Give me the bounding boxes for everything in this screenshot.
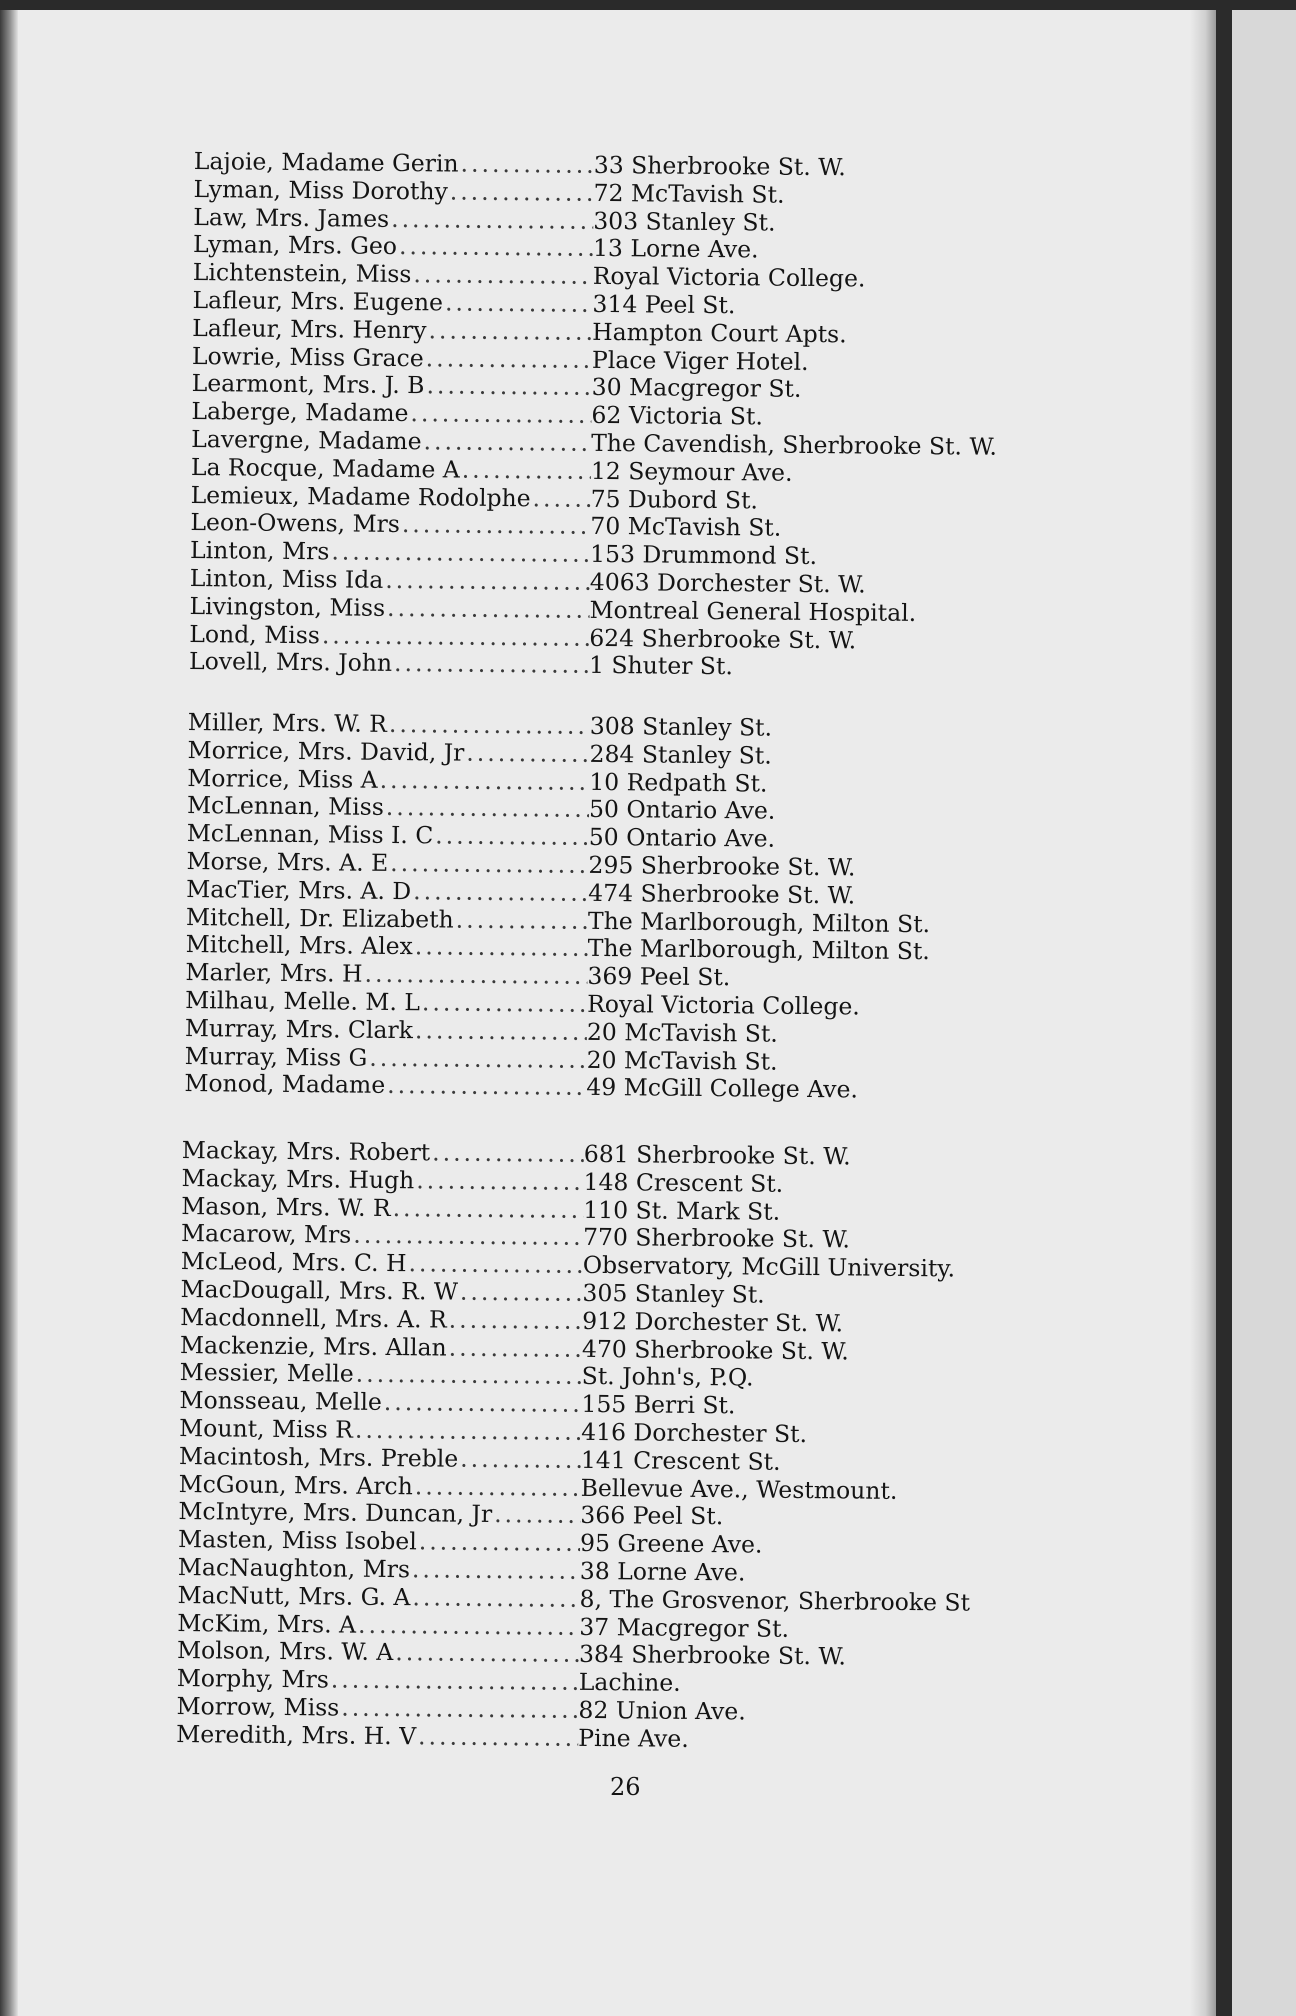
dot-leader [458,150,593,179]
entry-name-column [192,286,592,318]
entry-address: 148 Crescent St. [583,1167,784,1198]
dot-leader [447,1305,583,1334]
entry-address: 62 Victoria St. [591,401,764,431]
entry-address: 110 St. Mark St. [583,1195,781,1226]
directory-entry [178,1441,781,1476]
entry-address: 624 Sherbrooke St. W. [589,623,857,654]
directory-entry [192,230,759,264]
entry-name: MacDougall, Mrs. R. W [180,1274,459,1306]
dot-leader [414,1166,584,1196]
entry-name-column [187,736,589,768]
entry-name: MacNutt, Mrs. G. A [177,1580,411,1611]
entry-name: Milhau, Melle. M. L [185,985,421,1017]
entry-name: Messier, Melle [179,1358,354,1389]
directory-entry [177,1525,763,1559]
entry-name: McLennan, Miss [186,791,384,822]
dot-leader [406,1249,583,1279]
entry-name-column [193,230,593,262]
entry-address: 303 Stanley St. [593,206,776,237]
entry-address: Royal Victoria College. [587,989,860,1021]
entry-name-column [186,903,588,935]
page-number: 26 [610,1773,641,1801]
entry-name-column [180,1275,582,1307]
entry-name: Linton, Miss Ida [189,563,384,594]
entry-name-column [191,453,591,485]
entry-address: 681 Sherbrooke St. W. [583,1139,851,1171]
entry-address: 70 McTavish St. [590,512,782,543]
entry-name: Law, Mrs. James [193,202,390,233]
dot-leader [417,1527,581,1557]
entry-name: McLennan, Miss I. C [186,819,434,850]
book-gutter [1216,10,1232,2016]
dot-leader [464,738,589,767]
entry-address: 37 Macgregor St. [579,1612,790,1643]
directory-entry [186,874,856,910]
entry-name-column [181,1192,583,1224]
entry-address: 308 Stanley St. [589,711,773,742]
entry-name-column [189,592,589,624]
entry-address: 314 Peel St. [592,289,736,320]
entry-address: St. John's, P.Q. [581,1362,754,1392]
entry-name: Marler, Mrs. H [185,958,363,988]
directory-entry [181,1136,851,1171]
dot-leader [458,1444,581,1473]
entry-name-column [176,1720,578,1752]
dot-leader [530,484,590,513]
entry-name-column [178,1497,580,1529]
entry-name: Lemieux, Madame Rodolphe [190,480,531,512]
directory-entry [191,341,809,376]
directory-entry [179,1386,736,1420]
spine-shadow [1190,10,1216,2016]
entry-name-column [179,1414,581,1446]
directory-entry [176,1636,847,1671]
dot-leader [320,621,590,652]
entry-address: 295 Sherbrooke St. W. [588,850,856,882]
entry-address: 33 Sherbrooke St. W. [593,150,846,182]
directory-entry [186,819,776,853]
dot-leader [447,1333,583,1362]
entry-name-column [181,1164,583,1196]
entry-name-column [194,147,594,179]
dot-leader [443,288,593,317]
entry-address: Bellevue Ave., Westmount. [580,1473,898,1505]
entry-address: 912 Dorchester St. W. [582,1306,844,1338]
entry-name: Monod, Madame [184,1069,386,1100]
entry-address: 770 Sherbrooke St. W. [582,1223,851,1254]
dot-leader [392,649,589,679]
dot-leader [383,566,590,596]
entry-address: 75 Dubord St. [590,484,759,514]
entry-name: Monsseau, Melle [179,1386,382,1417]
entry-address: 416 Dorchester St. [581,1417,808,1448]
directory-entry [185,985,860,1021]
directory-entry [178,1497,724,1531]
entry-name: Macdonnell, Mrs. A. R [180,1302,447,1334]
dot-leader [382,1388,582,1418]
entry-address: 49 McGill College Ave. [586,1073,859,1104]
entry-name: Miller, Mrs. W. R [187,708,388,738]
dot-leader [411,877,588,907]
dot-leader [448,177,594,206]
group-l-names [188,147,998,681]
entry-name: Macarow, Mrs [180,1219,352,1250]
entry-name-column [187,819,589,851]
entry-name-column [178,1553,580,1585]
entry-name: Linton, Mrs [189,536,330,566]
directory-entry [189,536,818,571]
entry-name: Lavergne, Madame [191,424,422,456]
directory-entry [184,1041,778,1076]
dot-leader [433,822,589,851]
entry-name-column [193,203,593,235]
dot-leader [356,1610,579,1640]
directory-entry [192,258,866,293]
entry-name: Mackenzie, Mrs. Allan [179,1330,447,1362]
directory-entry [176,1719,689,1753]
directory-entry [193,147,846,182]
entry-name-column [185,986,587,1018]
entry-address: 384 Sherbrooke St. W. [578,1640,847,1671]
entry-name-column [176,1692,578,1724]
entry-name: McLeod, Mrs. C. H [180,1247,407,1278]
directory-entry [191,369,802,404]
entry-address: 10 Redpath St. [589,767,768,798]
directory-entry [184,1069,859,1104]
dot-leader [492,1500,580,1529]
entry-name-column [184,1069,586,1101]
directory-entry [180,1219,851,1254]
directory-entry [192,313,847,349]
directory-entry [189,619,857,654]
entry-address: 366 Peel St. [580,1501,724,1531]
entry-name-column [180,1331,582,1363]
dot-leader [411,260,593,290]
dot-leader [362,960,587,990]
entry-address: 474 Sherbrooke St. W. [588,878,856,910]
entry-name: La Rocque, Madame A [190,452,460,484]
directory-entry [191,397,764,431]
directory-entry [179,1358,754,1392]
entry-name: Lond, Miss [189,619,321,649]
entry-name-column [189,647,589,679]
dot-leader [378,765,590,795]
entry-name-column [177,1581,579,1613]
dot-leader [408,399,591,429]
entry-name-column [180,1358,582,1390]
entry-address: 72 McTavish St. [593,178,785,209]
entry-address: 30 Macgregor St. [591,373,802,404]
facing-page-edge [1232,10,1296,2016]
entry-name: Mitchell, Mrs. Alex [185,930,413,961]
group-mac-names [176,1136,971,1753]
dot-leader [393,1638,579,1668]
entry-name-column [189,620,589,652]
entry-name: Lafleur, Mrs. Henry [192,313,427,345]
directory-entry [193,174,785,209]
entry-address: 20 McTavish St. [586,1017,778,1048]
entry-name-column [191,481,591,513]
directory-entry [187,708,773,742]
entry-address: 12 Seymour Ave. [590,456,793,487]
entry-address: The Marlborough, Milton St. [587,906,931,938]
entry-name-column [192,369,592,401]
dot-leader [351,1221,583,1251]
entry-name-column [193,258,593,290]
dot-leader [421,427,591,457]
dot-leader [387,710,590,740]
entry-name: McGoun, Mrs. Arch [178,1469,413,1500]
directory-entry [190,480,759,514]
entry-name-column [186,847,588,879]
dot-leader [410,1583,579,1613]
dot-leader [413,1016,587,1046]
entry-name-column [185,1042,587,1074]
directory-entry [181,1163,784,1198]
directory-entry [178,1469,898,1505]
directory-entry [192,285,736,320]
entry-address: 1 Shuter St. [588,651,734,681]
directory-entry [180,1247,956,1283]
directory-entry [181,1191,781,1226]
entry-name-column [177,1636,579,1668]
entry-name: Lyman, Miss Dorothy [193,174,448,206]
dot-leader [400,510,591,540]
entry-name: Macintosh, Mrs. Preble [178,1441,459,1473]
entry-name-column [185,958,587,990]
entry-name-column [185,1014,587,1046]
entry-address: Royal Victoria College. [592,262,866,293]
directory-entry [179,1413,808,1448]
directory-entry [176,1691,746,1726]
entry-name: Mackay, Mrs. Robert [181,1136,431,1167]
entry-name: Morrice, Miss A [187,763,378,794]
directory-entry [177,1608,790,1643]
directory-entry [179,1330,849,1365]
dot-leader [458,1278,583,1307]
dot-leader [426,316,592,346]
dot-leader [329,1666,579,1696]
directory-page [0,10,1216,2016]
entry-name-column [188,708,590,740]
entry-address: 470 Sherbrooke St. W. [581,1334,849,1365]
entry-name-column [192,314,592,346]
entry-name: Murray, Miss G [184,1041,368,1072]
entry-name-column [186,875,588,907]
entry-name: Meredith, Mrs. H. V [176,1719,417,1751]
dot-leader [416,1722,578,1752]
directory-entry [177,1580,971,1617]
entry-name-column [179,1470,581,1502]
entry-name: McKim, Mrs. A [177,1608,357,1639]
dot-leader [388,849,589,879]
entry-name-column [191,425,591,457]
entry-address: 38 Lorne Ave. [579,1556,746,1587]
entry-name-column [192,342,592,374]
dot-leader [353,1416,582,1446]
dot-leader [410,1555,580,1585]
directory-entry [186,791,776,826]
entry-name: Masten, Miss Isobel [177,1525,417,1556]
entry-name-column [179,1386,581,1418]
entry-address: 153 Drummond St. [589,539,818,571]
entry-address: 13 Lorne Ave. [592,234,759,264]
dot-leader [460,455,591,484]
group-m-names [184,708,931,1104]
entry-name-column [187,791,589,823]
dot-leader [413,933,588,963]
entry-name-column [181,1219,583,1251]
entry-name: Lyman, Mrs. Geo [192,230,398,261]
dot-leader [367,1043,587,1073]
entry-address: 50 Ontario Ave. [588,795,776,826]
entry-name-column [181,1247,583,1279]
dot-leader [354,1360,582,1390]
directory-entry [190,508,782,543]
dot-leader [391,1194,584,1224]
entry-address: 141 Crescent St. [580,1445,781,1476]
entry-address: 95 Greene Ave. [579,1528,763,1559]
dot-leader [413,1472,581,1502]
entry-address: 284 Stanley St. [589,739,772,770]
entry-name: Mason, Mrs. W. R [181,1191,391,1222]
dot-leader [339,1693,578,1723]
directory-entry [193,202,776,237]
entry-name: Livingston, Miss [189,591,386,622]
dot-leader [424,344,593,374]
entry-address: Place Viger Hotel. [591,345,809,376]
entry-name: Lajoie, Madame Gerin [193,147,459,178]
entry-name: Laberge, Madame [191,397,409,428]
entry-address: 305 Stanley St. [582,1278,765,1309]
entry-name-column [182,1136,584,1168]
directory-entry [185,902,931,938]
entry-address: 8, The Grosvenor, Sherbrooke St [579,1584,971,1617]
entry-name-column [177,1664,579,1696]
entry-name-column [190,564,590,596]
dot-leader [385,1071,586,1101]
directory-entry [186,846,856,882]
dot-leader [329,537,590,568]
entry-name: Leon-Owens, Mrs [190,508,401,539]
entry-name: MacNaughton, Mrs [177,1552,411,1584]
dot-leader [454,905,589,934]
entry-address: 82 Union Ave. [578,1695,746,1726]
entry-name: Molson, Mrs. W. A [176,1636,394,1667]
entry-name: Lichtenstein, Miss [192,258,412,289]
entry-name: Morse, Mrs. A. E [186,846,389,877]
entry-name: Morphy, Mrs [176,1664,330,1694]
directory-entry [180,1274,765,1309]
directory-entry [177,1552,746,1587]
directory-entry [191,424,998,461]
entry-address: Observatory, McGill University. [582,1251,956,1283]
entry-name: Murray, Mrs. Clark [184,1013,414,1044]
entry-name: MacTier, Mrs. A. D [186,874,412,905]
entry-name-column [193,175,593,207]
directory-entry [176,1664,681,1697]
directory-entry [180,1302,844,1338]
entry-address: 369 Peel St. [587,962,731,992]
entry-name-column [177,1609,579,1641]
entry-address: 50 Ontario Ave. [588,823,776,853]
entry-address: The Marlborough, Milton St. [587,934,930,966]
dot-leader [385,594,590,624]
dot-leader [430,1138,584,1167]
entry-name: McIntyre, Mrs. Duncan, Jr [178,1497,493,1529]
entry-address: Montreal General Hospital. [589,595,917,627]
dot-leader [384,793,589,823]
entry-name-column [179,1442,581,1474]
entry-name-column [180,1303,582,1335]
entry-name: Lovell, Mrs. John [188,647,393,678]
entry-name-column [190,536,590,568]
entry-name: Mount, Miss R [179,1413,354,1444]
page-left-edge [0,10,18,2016]
directory-entry [189,563,866,599]
directory-entry [187,735,772,770]
directory-entry [187,763,768,798]
entry-address: Pine Ave. [578,1723,689,1753]
dot-leader [389,204,593,234]
entry-name-column [186,930,588,962]
entry-name: Lowrie, Miss Grace [191,341,424,372]
entry-address: 20 McTavish St. [586,1045,778,1076]
entry-address: The Cavendish, Sherbrooke St. W. [591,428,998,461]
entry-name: Morrow, Miss [176,1691,340,1722]
directory-entry [188,647,734,681]
entry-name-column [190,508,590,540]
entry-name-column [187,764,589,796]
entry-address: 155 Berri St. [581,1390,736,1420]
entry-address: Lachine. [578,1667,681,1697]
entry-name: Mitchell, Dr. Elizabeth [185,902,454,934]
entry-name: Learmont, Mrs. J. B [191,369,425,400]
directory-entry [185,930,930,966]
dot-leader [397,232,593,262]
directory-entry [190,452,793,487]
dot-leader [420,988,587,1018]
entry-name-column [178,1525,580,1557]
directory-entry [189,591,917,627]
directory-entry [184,1013,778,1048]
directory-entry [185,958,731,992]
entry-address: Hampton Court Apts. [592,317,847,349]
dot-leader [424,372,591,402]
entry-name: Lafleur, Mrs. Eugene [192,285,444,317]
entry-name-column [191,397,591,429]
entry-name: Morrice, Mrs. David, Jr [187,735,465,767]
entry-address: 4063 Dorchester St. W. [589,567,866,599]
entry-name: Mackay, Mrs. Hugh [181,1163,415,1195]
